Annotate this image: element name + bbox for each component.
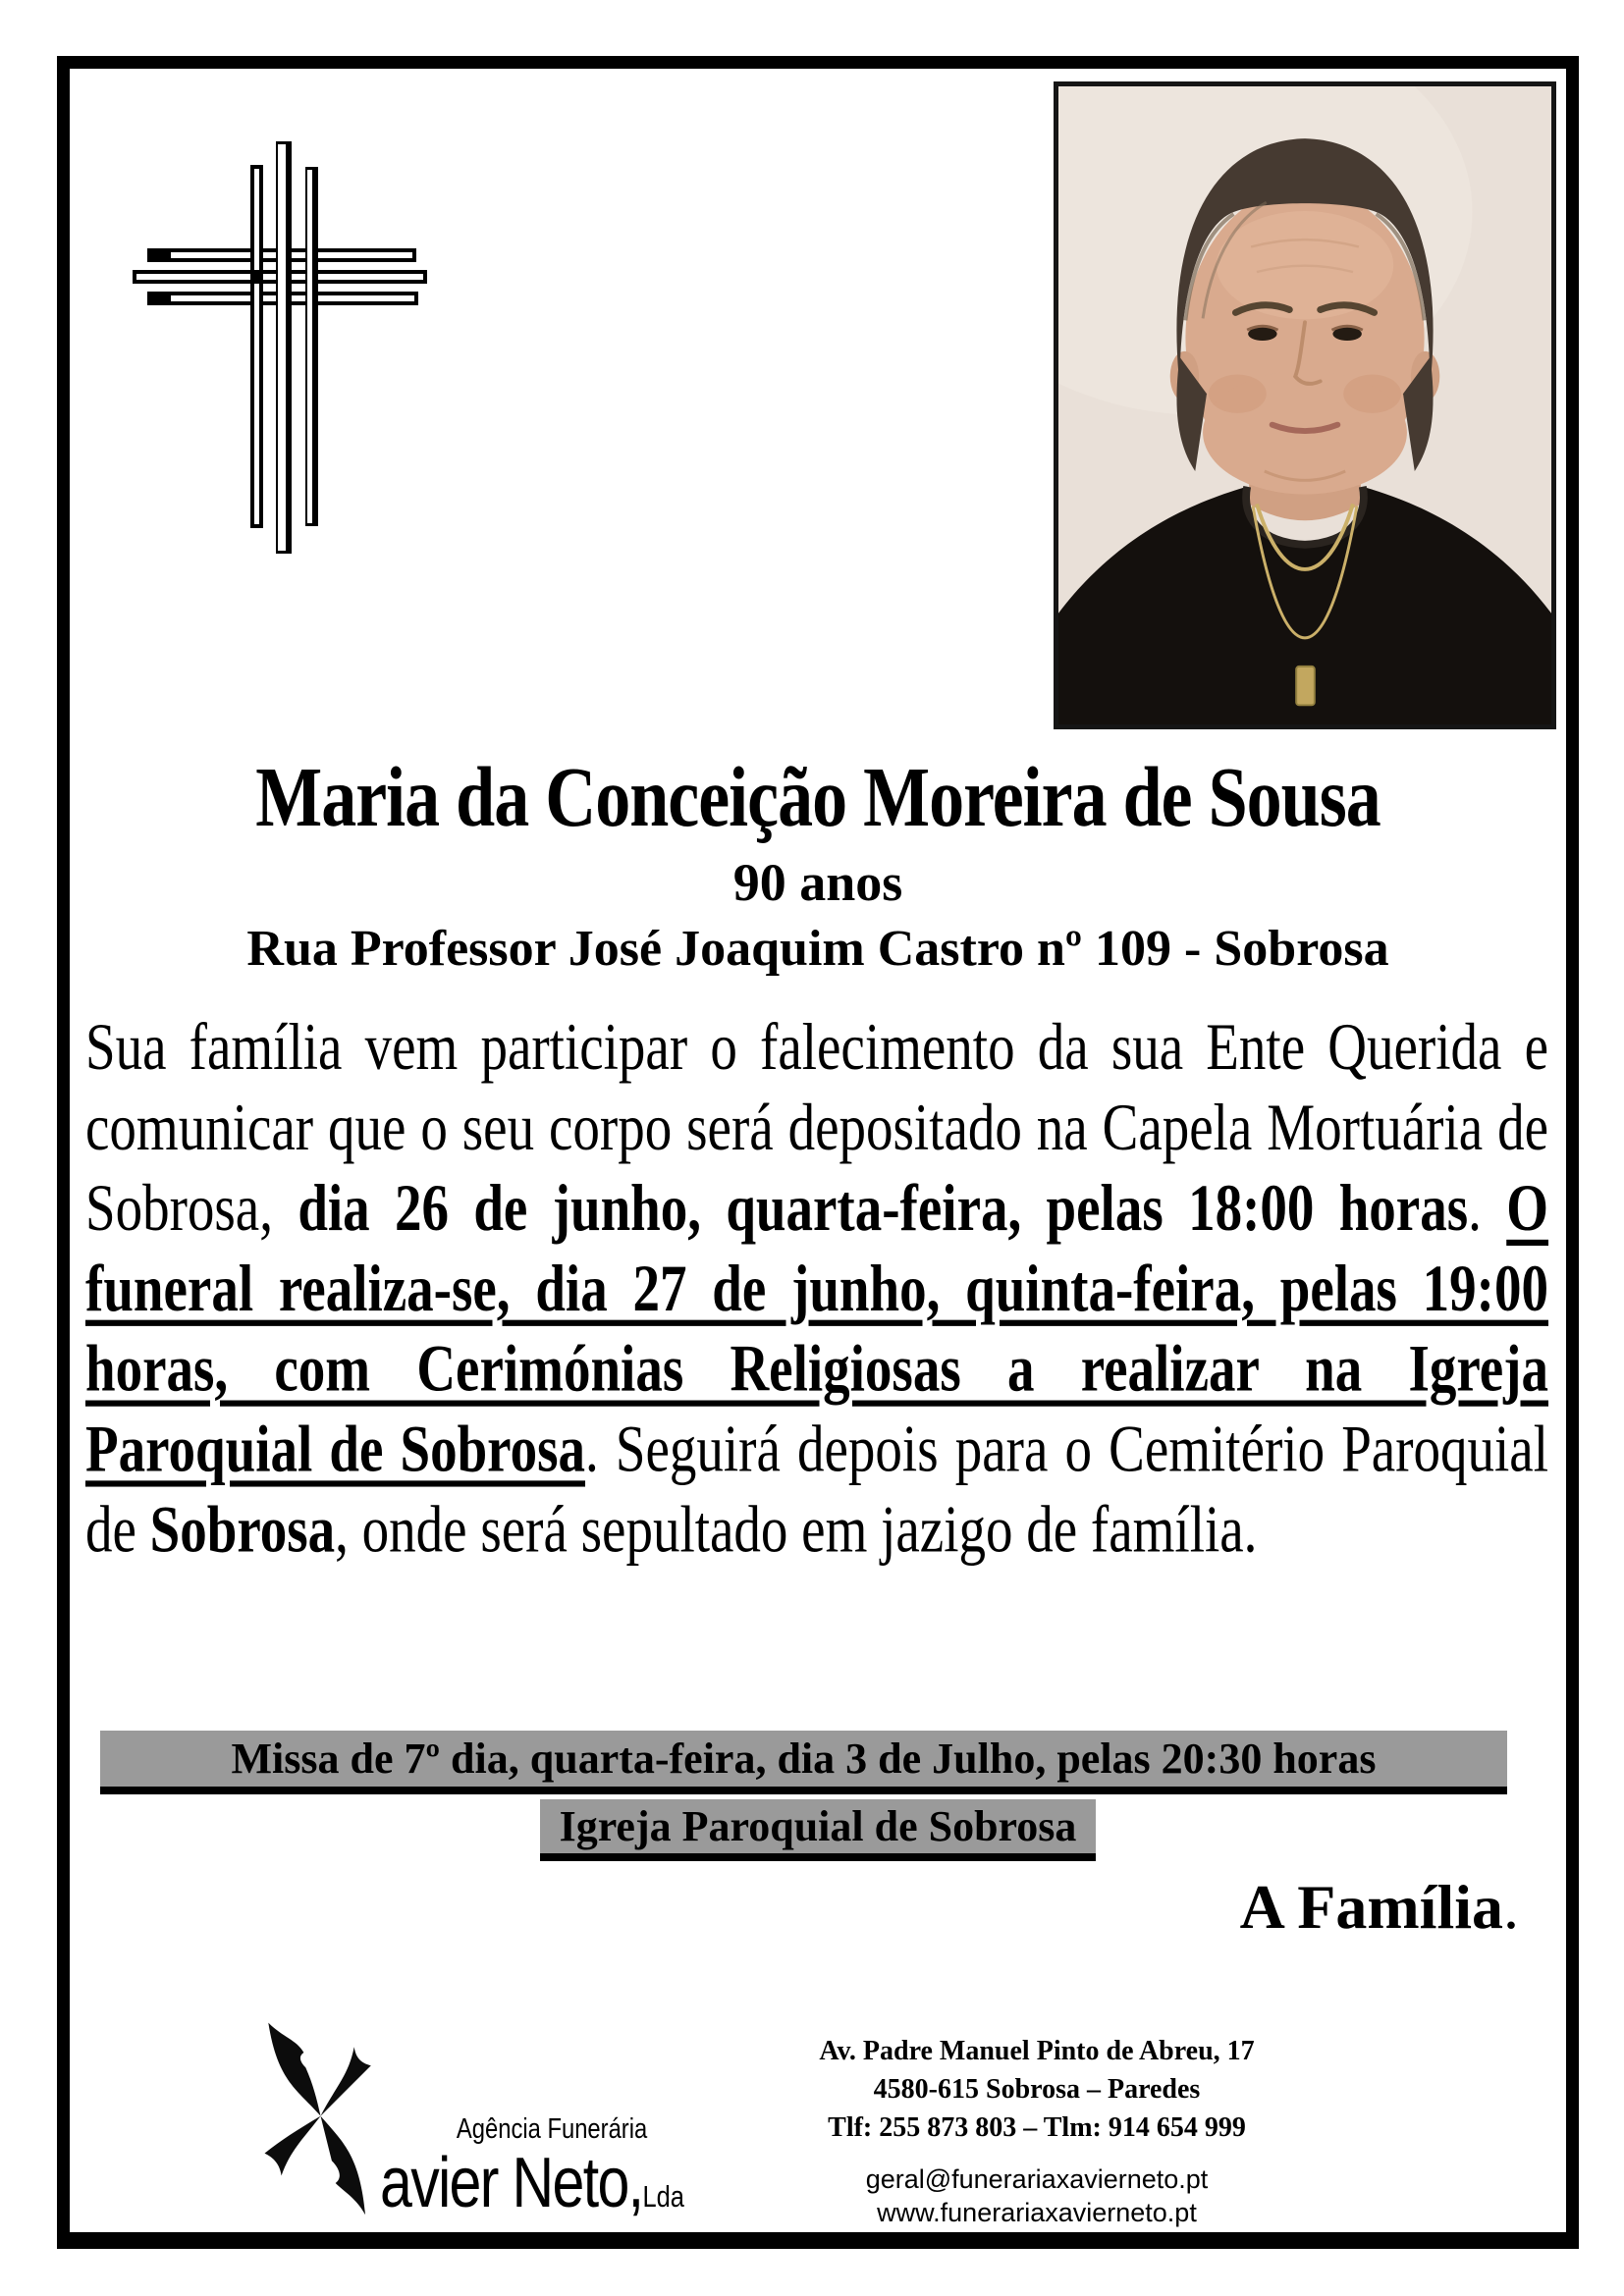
agency-name-suffix: Lda [642, 2179, 684, 2214]
announcement-paragraph [85, 1007, 1548, 1570]
mass-notice-line2: Igreja Paroquial de Sobrosa [540, 1799, 1097, 1861]
deceased-name: Maria da Conceição Moreira de Sousa [255, 750, 1380, 844]
agency-name-main: avier Neto, [380, 2144, 643, 2222]
signature-name: A Família [1239, 1872, 1503, 1942]
agency-address-line1: Av. Padre Manuel Pinto de Abreu, 17 [819, 2036, 1255, 2066]
agency-website: www.funerariaxavierneto.pt [877, 2198, 1197, 2227]
agency-address-line2: 4580-615 Sobrosa – Paredes [873, 2074, 1201, 2105]
announcement-segment: , onde será sepultado em jazigo de família. [335, 1491, 1258, 1567]
mass-notice-line2-wrap [70, 1799, 1566, 1861]
announcement-segment: . [1468, 1170, 1507, 1245]
announcement-segment: . Seguirá depois para o Cemitério Paroquial de [85, 1411, 1548, 1567]
deceased-age: 90 anos [732, 853, 903, 912]
agency-logo-icon [255, 2010, 386, 2225]
agency-type-label: Agência Funerária [456, 2113, 648, 2145]
announcement-segment-bold: dia 26 de junho, quarta-feira, pelas 18:00 horas [298, 1170, 1469, 1245]
announcement-segment-bold-underline: O funeral realiza-se, dia 27 de junho, quinta-feira, pelas 19:00 horas, com Cerimónias Religiosas a realizar na Igreja Paroquial de Sobrosa [85, 1170, 1549, 1486]
announcement-segment: Sua família vem participar o falecimento da sua Ente Querida e comunicar que o seu corpo será depositado na Capela Mortuária de Sobrosa, [85, 1009, 1548, 1245]
agency-phones: Tlf: 255 873 803 – Tlm: 914 654 999 [828, 2112, 1246, 2143]
announcement-segment-bold: Sobrosa [149, 1491, 336, 1567]
agency-name [380, 2146, 686, 2234]
agency-contact-block [762, 2032, 1312, 2229]
portrait-photo [1054, 81, 1556, 729]
agency-wordmark [380, 2112, 686, 2234]
signature-period: . [1503, 1872, 1519, 1942]
cross-dark-bars [147, 141, 318, 554]
cross-icon [133, 137, 437, 560]
mass-notice-line1: Missa de 7º dia, quarta-feira, dia 3 de Julho, pelas 20:30 horas [100, 1731, 1507, 1794]
deceased-address: Rua Professor José Joaquim Castro nº 109 - Sobrosa [246, 921, 1389, 977]
agency-email: geral@funerariaxavierneto.pt [865, 2164, 1209, 2194]
logo-leaves [265, 2023, 371, 2216]
signature [1240, 1873, 1519, 1942]
portrait-face [1185, 187, 1424, 494]
page-frame [57, 56, 1579, 2249]
